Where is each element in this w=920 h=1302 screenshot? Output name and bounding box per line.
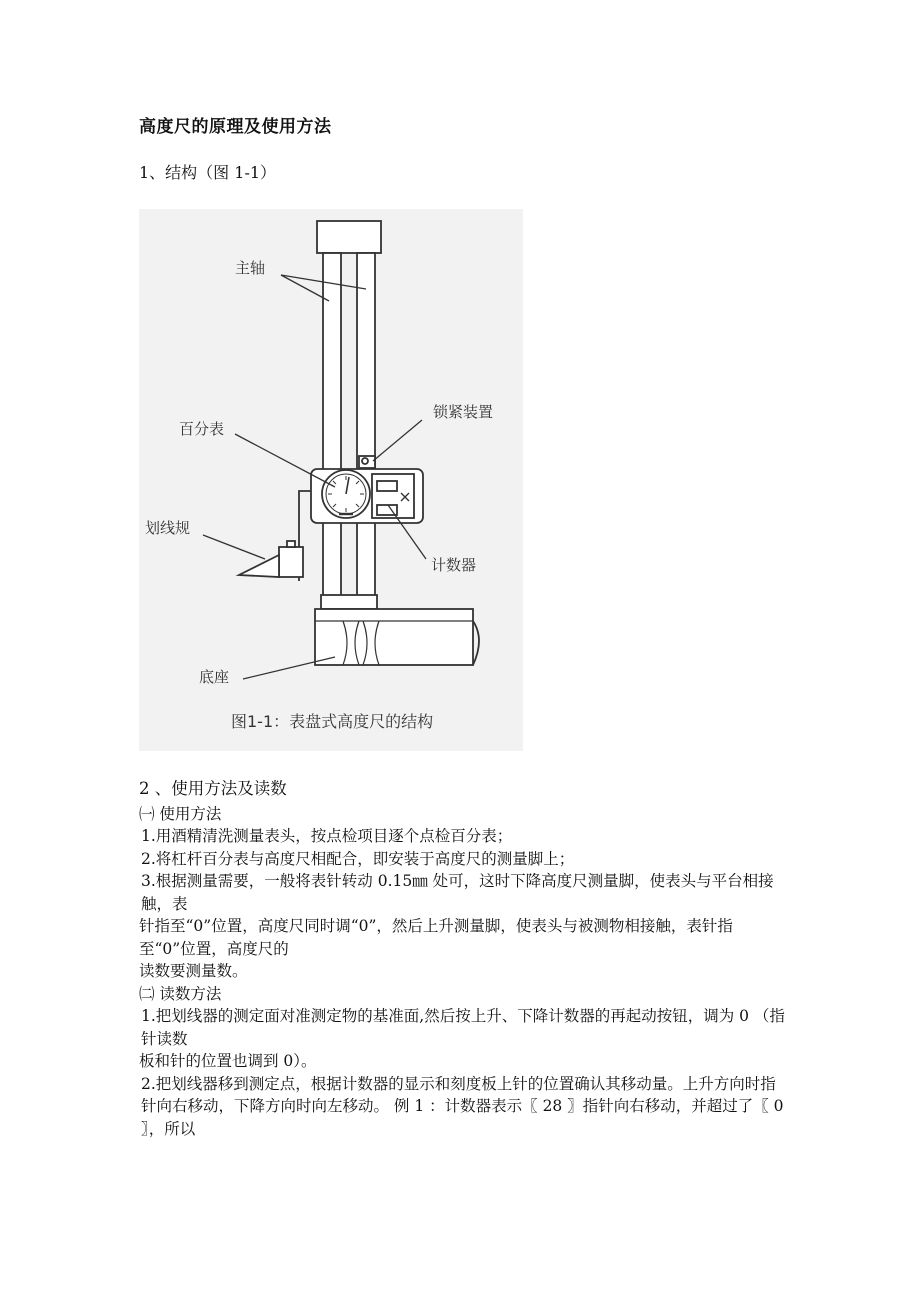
scriber-block xyxy=(279,547,303,577)
leader-lock-device xyxy=(373,420,422,461)
counter-display-top xyxy=(377,481,397,491)
label-lock-device: 锁紧装置 xyxy=(433,403,494,421)
section-2-heading: 2 、使用方法及读数 xyxy=(139,779,287,798)
height-gauge-figure xyxy=(139,209,523,751)
scriber-tip xyxy=(239,555,279,577)
label-dial-indicator: 百分表 xyxy=(179,420,225,438)
document-title: 高度尺的原理及使用方法 xyxy=(139,117,332,137)
lower-block xyxy=(321,595,377,609)
lock-screw xyxy=(362,458,368,464)
leader-scriber xyxy=(203,535,265,559)
leader-dial xyxy=(235,434,335,487)
sub2-line-1: 1.把划线器的测定面对准测定物的基准面,然后按上升、下降计数器的再起动按钮，调为 0 （指针读数 xyxy=(141,1007,785,1048)
label-main-shaft: 主轴 xyxy=(235,259,266,277)
body-text xyxy=(139,778,789,1140)
figure-caption: 图1-1：表盘式高度尺的结构 xyxy=(231,712,434,731)
label-base: 底座 xyxy=(199,668,230,686)
sub2-line-2: 板和针的位置也调到 0）。 xyxy=(139,1052,317,1070)
sub1-line-1: 1.用酒精清洗测量表头，按点检项目逐个点检百分表； xyxy=(141,827,513,845)
subsection-1-heading: ㈠ 使用方法 xyxy=(139,804,222,823)
sub2-line-3: 2.把划线器移到测定点，根据计数器的显示和刻度板上针的位置确认其移动量。上升方向时指针向右移动，下降方向时向左移动。 例 1 ：计数器表示〖 28 〗指针向右移动，并超过了〖 0 〗，所以 xyxy=(141,1074,784,1138)
base-shape xyxy=(315,609,473,665)
sub1-line-2: 2.将杠杆百分表与高度尺相配合，即安装于高度尺的测量脚上； xyxy=(141,849,575,868)
top-cap xyxy=(317,221,381,253)
section-1-heading: 1、结构（图 1-1） xyxy=(139,163,277,182)
leader-base xyxy=(243,657,335,679)
scriber-screw xyxy=(287,541,295,547)
main-shaft-right xyxy=(357,253,375,609)
sub1-line-5: 读数要测量数。 xyxy=(139,962,248,980)
sub1-line-4: 针指至“0”位置，高度尺同时调“0”，然后上升测量脚，使表头与被测物相接触，表针指至“0”位置，高度尺的 xyxy=(139,917,733,958)
label-scriber: 划线规 xyxy=(145,519,191,537)
main-shaft-left xyxy=(323,253,341,609)
height-gauge-diagram xyxy=(139,209,523,751)
label-counter: 计数器 xyxy=(431,556,477,574)
sub1-line-3: 3.根据测量需要，一般将表针转动 0.15㎜ 处可，这时下降高度尺测量脚，使表头与平台相接触，表 xyxy=(141,872,774,913)
subsection-2-heading: ㈡ 读数方法 xyxy=(139,984,222,1003)
